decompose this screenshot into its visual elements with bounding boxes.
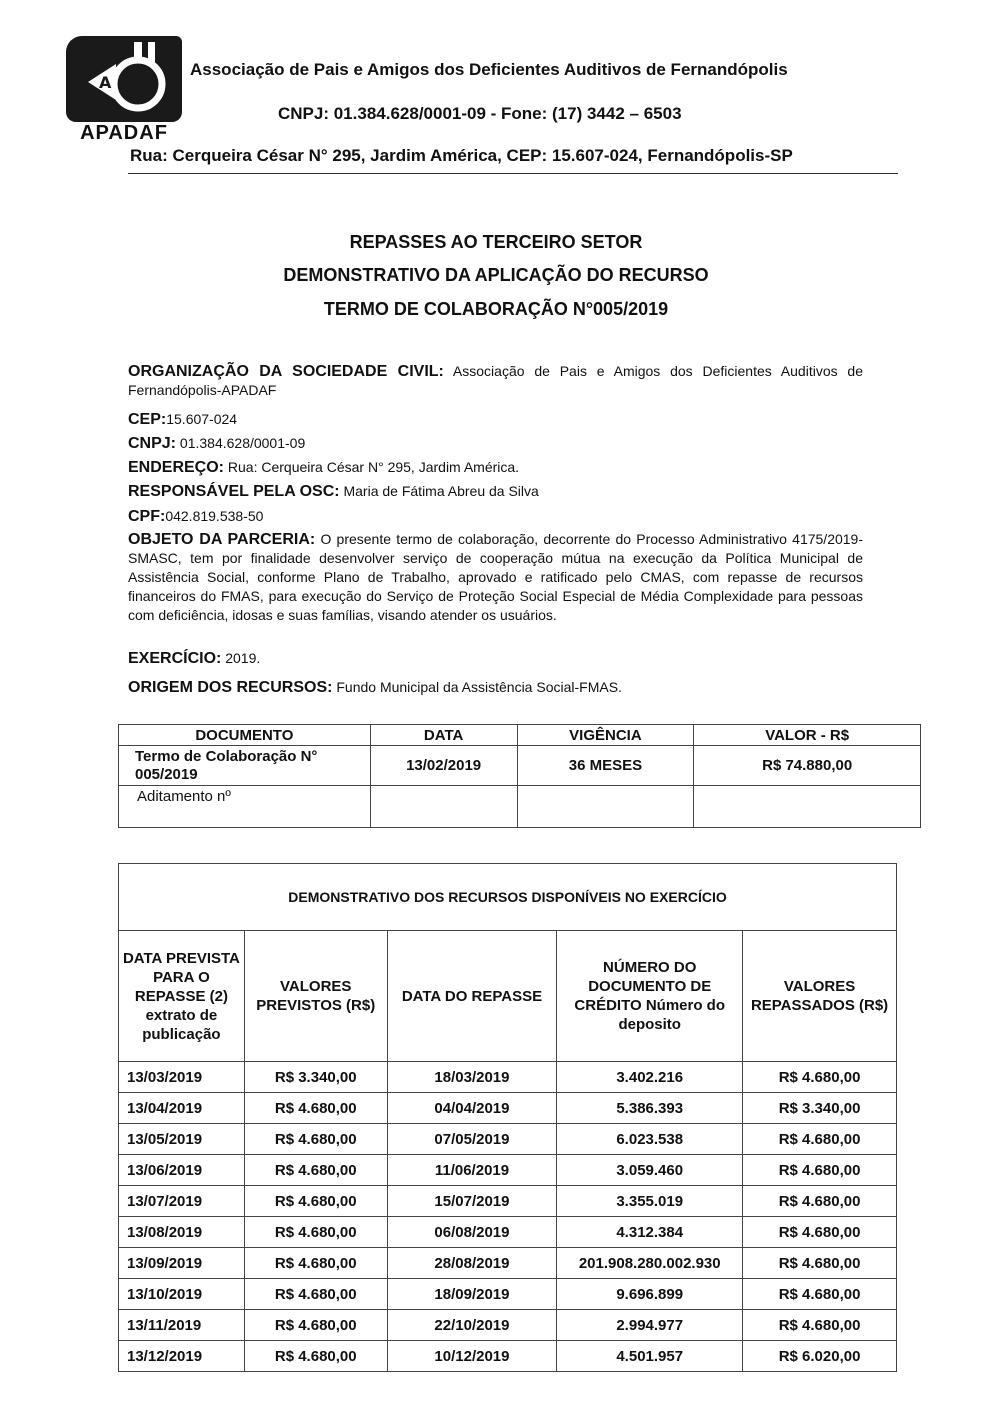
table-header-row [119, 725, 921, 746]
table-cell: R$ 6.020,00 [743, 1341, 897, 1372]
table-cell: R$ 4.680,00 [244, 1341, 387, 1372]
column-header: VALORES REPASSADOS (R$) [743, 931, 897, 1062]
table-row [119, 1279, 897, 1310]
field-label: ORGANIZAÇÃO DA SOCIEDADE CIVIL: [128, 363, 444, 380]
column-header: VIGÊNCIA [517, 725, 694, 746]
field-organization [128, 362, 863, 400]
table-cell: 13/05/2019 [119, 1124, 245, 1155]
table-cell: 06/08/2019 [387, 1217, 557, 1248]
table-row [119, 1248, 897, 1279]
field-value: O presente termo de colaboração, decorrente do Processo Administrativo 4175/2019-SMASC, tem por finalidade desenvolver serviço de cooperação mútua na execução da Política Municipal de Assistência Social, conforme Plano de Trabalho, aprovado e ratificado pelo CMAS, com repasse de recursos financeiros do FMAS, para execução do Serviço de Proteção Social Especial de Média Complexidade para pessoas com deficiência, idosas e suas famílias, visando atender os usuários. [128, 531, 863, 623]
field-value: 2019. [225, 650, 261, 666]
table-cell: 04/04/2019 [387, 1093, 557, 1124]
column-header: VALOR - R$ [694, 725, 921, 746]
field-value: Rua: Cerqueira César N° 295, Jardim América. [227, 459, 520, 475]
apadaf-logo [66, 36, 184, 146]
table-cell: 3.402.216 [557, 1062, 743, 1093]
column-header: DATA DO REPASSE [387, 931, 557, 1062]
table-cell: R$ 3.340,00 [244, 1062, 387, 1093]
table-cell: Termo de Colaboração N° 005/2019 [119, 746, 371, 786]
field-resource-origin [128, 678, 863, 697]
table-cell-empty [517, 786, 694, 828]
table-cell: R$ 4.680,00 [743, 1124, 897, 1155]
table-cell: 201.908.280.002.930 [557, 1248, 743, 1279]
table-cell: 3.355.019 [557, 1186, 743, 1217]
table-cell: R$ 4.680,00 [244, 1093, 387, 1124]
table-row [119, 1093, 897, 1124]
table-cell: R$ 4.680,00 [244, 1279, 387, 1310]
field-label: RESPONSÁVEL PELA OSC: [128, 483, 340, 500]
column-header: DATA [370, 725, 517, 746]
field-label: CNPJ: [128, 435, 177, 452]
table-cell: 13/02/2019 [370, 746, 517, 786]
table-cell-empty [694, 786, 921, 828]
table-cell: 28/08/2019 [387, 1248, 557, 1279]
document-table [118, 724, 921, 828]
logo-emblem [66, 36, 182, 122]
table-cell: 13/07/2019 [119, 1186, 245, 1217]
field-value: 15.607-024 [166, 411, 238, 427]
svg-text:A: A [99, 73, 112, 92]
table-cell: 13/03/2019 [119, 1062, 245, 1093]
table-cell: R$ 3.340,00 [743, 1093, 897, 1124]
table-cell: 18/09/2019 [387, 1279, 557, 1310]
table-cell: R$ 4.680,00 [743, 1279, 897, 1310]
logo-name: APADAF [80, 122, 168, 144]
title-line-1: REPASSES AO TERCEIRO SETOR [349, 232, 643, 252]
field-responsible [128, 482, 863, 501]
table-cell: 4.312.384 [557, 1217, 743, 1248]
table-cell: 13/09/2019 [119, 1248, 245, 1279]
header-divider [128, 173, 898, 174]
table-cell: R$ 74.880,00 [694, 746, 921, 786]
column-header: DOCUMENTO [119, 725, 371, 746]
field-value: Maria de Fátima Abreu da Silva [343, 483, 539, 499]
table-row [119, 1217, 897, 1248]
table-cell: 9.696.899 [557, 1279, 743, 1310]
table-cell: 2.994.977 [557, 1310, 743, 1341]
field-label: CEP: [128, 411, 167, 428]
field-label: OBJETO DA PARCERIA: [128, 531, 316, 548]
table-cell: 13/11/2019 [119, 1310, 245, 1341]
field-value: Fundo Municipal da Assistência Social-FMAS. [336, 679, 622, 695]
field-value: 042.819.538-50 [165, 508, 264, 524]
table-cell: 18/03/2019 [387, 1062, 557, 1093]
title-line-2: DEMONSTRATIVO DA APLICAÇÃO DO RECURSO [283, 265, 709, 285]
table-cell-empty [370, 786, 517, 828]
field-address [128, 458, 863, 477]
table-row [119, 786, 921, 828]
table-cell: R$ 4.680,00 [244, 1124, 387, 1155]
field-partnership-object [128, 530, 863, 625]
table-cell: 13/12/2019 [119, 1341, 245, 1372]
table-header-row [119, 931, 897, 1062]
field-label: EXERCÍCIO: [128, 650, 222, 667]
table-cell: 5.386.393 [557, 1093, 743, 1124]
table-cell: 13/10/2019 [119, 1279, 245, 1310]
table-cell: 22/10/2019 [387, 1310, 557, 1341]
table-cell: 36 MESES [517, 746, 694, 786]
table-cell: R$ 4.680,00 [244, 1310, 387, 1341]
title-line-3: TERMO DE COLABORAÇÃO N°005/2019 [323, 299, 669, 319]
resources-table [118, 863, 897, 1372]
table-cell: 13/08/2019 [119, 1217, 245, 1248]
org-header-cnpj-phone: CNPJ: 01.384.628/0001-09 - Fone: (17) 3442 – 6503 [278, 104, 682, 123]
table-cell: 07/05/2019 [387, 1124, 557, 1155]
table-cell: 4.501.957 [557, 1341, 743, 1372]
table-cell: R$ 4.680,00 [743, 1186, 897, 1217]
org-header-address: Rua: Cerqueira César N° 295, Jardim América, CEP: 15.607-024, Fernandópolis-SP [130, 146, 793, 165]
field-cpf [128, 507, 863, 526]
field-label: ENDEREÇO: [128, 459, 225, 476]
field-cnpj [128, 434, 863, 453]
table-row [119, 1124, 897, 1155]
table-cell: 3.059.460 [557, 1155, 743, 1186]
field-value: Associação de Pais e Amigos dos Deficientes Auditivos de Fernandópolis-APADAF [128, 363, 863, 398]
table-cell: R$ 4.680,00 [244, 1217, 387, 1248]
field-label: CPF: [128, 508, 166, 525]
table-cell: R$ 4.680,00 [743, 1155, 897, 1186]
table-cell: R$ 4.680,00 [244, 1186, 387, 1217]
field-cep [128, 410, 863, 429]
table-cell: 15/07/2019 [387, 1186, 557, 1217]
table-cell: R$ 4.680,00 [743, 1062, 897, 1093]
table-cell: Aditamento nº [119, 786, 371, 828]
table-cell: R$ 4.680,00 [743, 1217, 897, 1248]
table-cell: R$ 4.680,00 [244, 1155, 387, 1186]
table-caption: DEMONSTRATIVO DOS RECURSOS DISPONÍVEIS NO EXERCÍCIO [119, 864, 897, 931]
table-row [119, 1341, 897, 1372]
column-header: NÚMERO DO DOCUMENTO DE CRÉDITO Número do deposito [557, 931, 743, 1062]
table-cell: R$ 4.680,00 [743, 1310, 897, 1341]
table-row [119, 1186, 897, 1217]
column-header: VALORES PREVISTOS (R$) [244, 931, 387, 1062]
ear-letter-a-icon [66, 36, 182, 122]
table-cell: 10/12/2019 [387, 1341, 557, 1372]
column-header: DATA PREVISTA PARA O REPASSE (2) extrato de publicação [119, 931, 245, 1062]
table-row [119, 1062, 897, 1093]
table-cell: R$ 4.680,00 [743, 1248, 897, 1279]
table-caption-row [119, 864, 897, 931]
table-row [119, 1155, 897, 1186]
org-header-name: Associação de Pais e Amigos dos Deficientes Auditivos de Fernandópolis [190, 60, 788, 79]
table-row [119, 746, 921, 786]
table-cell: R$ 4.680,00 [244, 1248, 387, 1279]
table-cell: 13/04/2019 [119, 1093, 245, 1124]
table-row [119, 1310, 897, 1341]
table-cell: 11/06/2019 [387, 1155, 557, 1186]
table-cell: 13/06/2019 [119, 1155, 245, 1186]
field-exercise [128, 649, 863, 668]
table-cell: 6.023.538 [557, 1124, 743, 1155]
field-label: ORIGEM DOS RECURSOS: [128, 679, 333, 696]
field-value: 01.384.628/0001-09 [179, 435, 306, 451]
